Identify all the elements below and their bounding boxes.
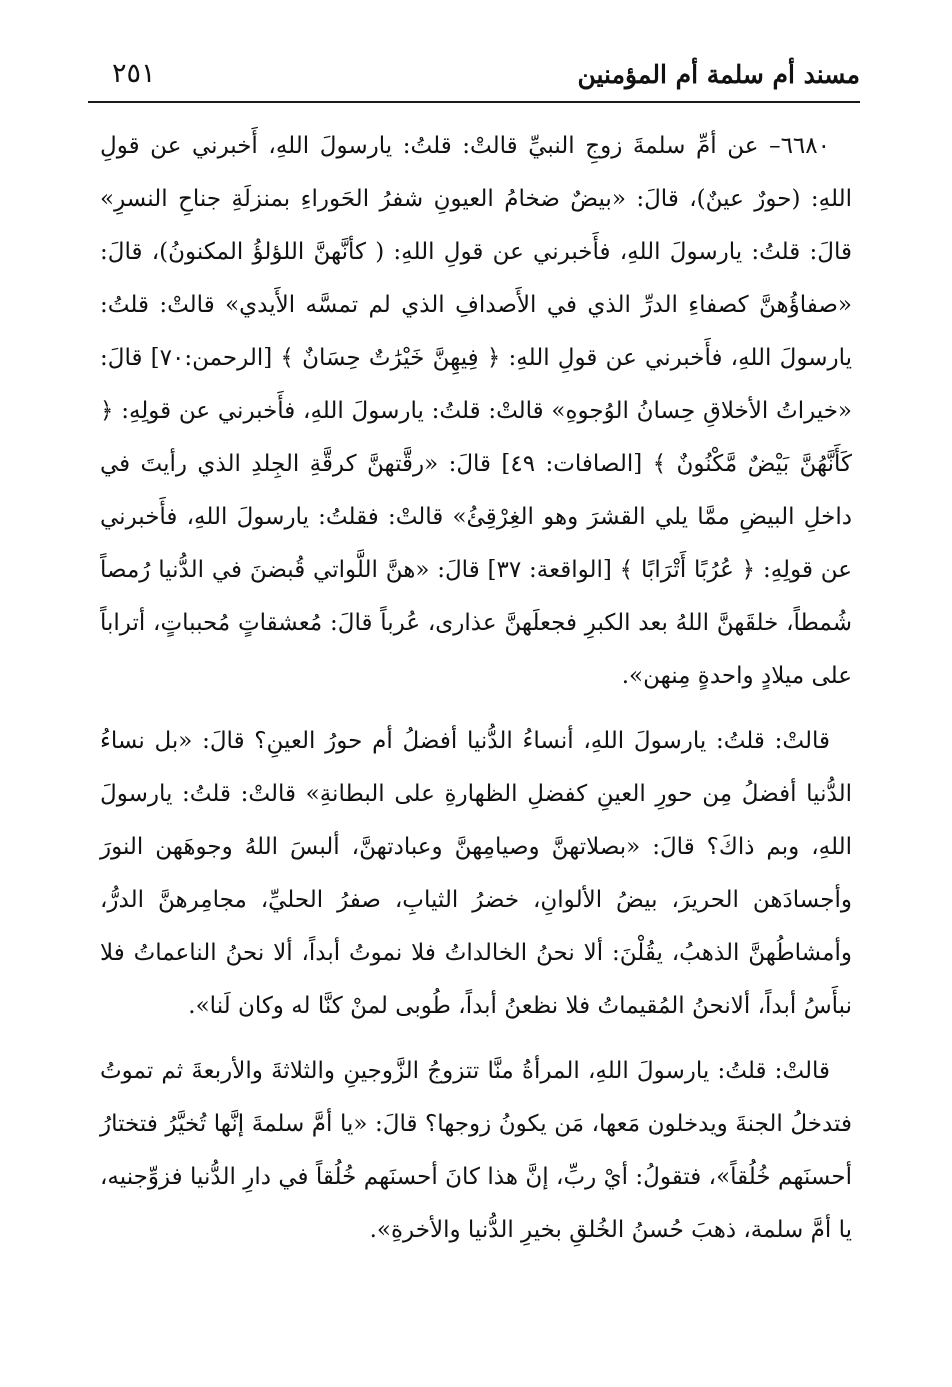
header-rule xyxy=(88,101,860,103)
page-number: ٢٥١ xyxy=(112,58,156,89)
hadith-paragraph: قالتْ: قلتُ: يارسولَ اللهِ، أنساءُ الدُّنيا أفضلُ أم حورُ العينِ؟ قالَ: «بل نساءُ الدُّنيا أفضلُ مِن حورِ العينِ كفضلِ الظهارةِ على البطانةِ» قالتْ: قلتُ: يارسولَ اللهِ، وبم ذاكَ؟ قالَ: «بصلاتهنَّ وصيامِهنَّ وعبادتهنَّ، ألبسَ اللهُ وجوهَهن النورَ وأجسادَهن الحريرَ، بيضُ الألوانِ، خضرُ الثيابِ، صفرُ الحليِّ، مجامِرهنَّ الدرُّ، وأمشاطُهنَّ الذهبُ، يقُلْنَ: ألا نحنُ الخالداتُ فلا نموتُ أبداً، ألا نحنُ الناعماتُ فلا نبأَسُ أبداً، ألانحنُ المُقيماتُ فلا نظعنُ أبداً، طُوبى لمنْ كنَّا له وكان لَنا». xyxy=(100,728,852,1019)
hadith-paragraph: ٦٦٨٠– عن أمِّ سلمةَ زوجِ النبيِّ قالتْ: قلتُ: يارسولَ اللهِ، أَخبرني عن قولِ اللهِ: (حورٌ عينٌ)، قالَ: «بيضٌ ضخامُ العيونِ شفرُ الحَوراءِ بمنزلَةِ جناحِ النسرِ» قالَ: قلتُ: يارسولَ اللهِ، فأَخبرني عن قولِ اللهِ: ( كأنَّهنَّ اللؤلؤُ المكنونُ)، قالَ: «صفاؤُهنَّ كصفاءِ الدرِّ الذي في الأَصدافِ الذي لم تمسَّه الأَيدي» قالتْ: قلتُ: يارسولَ اللهِ، فأَخبرني عن قولِ اللهِ: ﴿ فِيهِنَّ خَيْرَٰتٌ حِسَانٌ ﴾ [الرحمن:٧٠] قالَ: «خيراتُ الأخلاقِ حِسانُ الوُجوهِ» قالتْ: قلتُ: يارسولَ اللهِ، فأَخبرني عن قولِهِ: ﴿ كَأَنَّهُنَّ بَيْضٌ مَّكْنُونٌ ﴾ [الصافات: ٤٩] قالَ: «رقَّتهنَّ كرقَّةِ الجِلدِ الذي رأيتَ في داخلِ البيضِ ممَّا يلي القشرَ وهو الغِرْقِئُ» قالتْ: فقلتُ: يارسولَ اللهِ، فأَخبرني عن قولِهِ: ﴿ عُرُبًا أَتْرَابًا ﴾ [الواقعة: ٣٧] قالَ: «هنَّ اللَّواتي قُبضنَ في الدُّنيا رُمصاً شُمطاً، خلقَهنَّ اللهُ بعد الكبرِ فجعلَهنَّ عذارى، عُرباً قالَ: مُعشقاتٍ مُحبباتٍ، أتراباً على ميلادٍ واحدةٍ مِنهن». xyxy=(100,133,852,689)
page-header xyxy=(88,58,860,104)
hadith-paragraph: قالتْ: قلتُ: يارسولَ اللهِ، المرأةُ منَّا تتزوجُ الزَّوجينِ والثلاثةَ والأربعةَ ثم تموتُ فتدخلُ الجنةَ ويدخلون مَعها، مَن يكونُ زوجها؟ قالَ: «يا أمَّ سلمةَ إنَّها تُخيَّرُ فتختارُ أحسنَهم خُلُقاً»، فتقولُ: أيْ ربِّ، إنَّ هذا كانَ أحسنَهم خُلُقاً في دارِ الدُّنيا فزوِّجنيه، يا أمَّ سلمة، ذهبَ حُسنُ الخُلقِ بخيرِ الدُّنيا والأخرةِ». xyxy=(100,1058,852,1243)
running-title: مسند أم سلمة أم المؤمنين xyxy=(577,60,860,89)
main-text xyxy=(100,120,852,1269)
